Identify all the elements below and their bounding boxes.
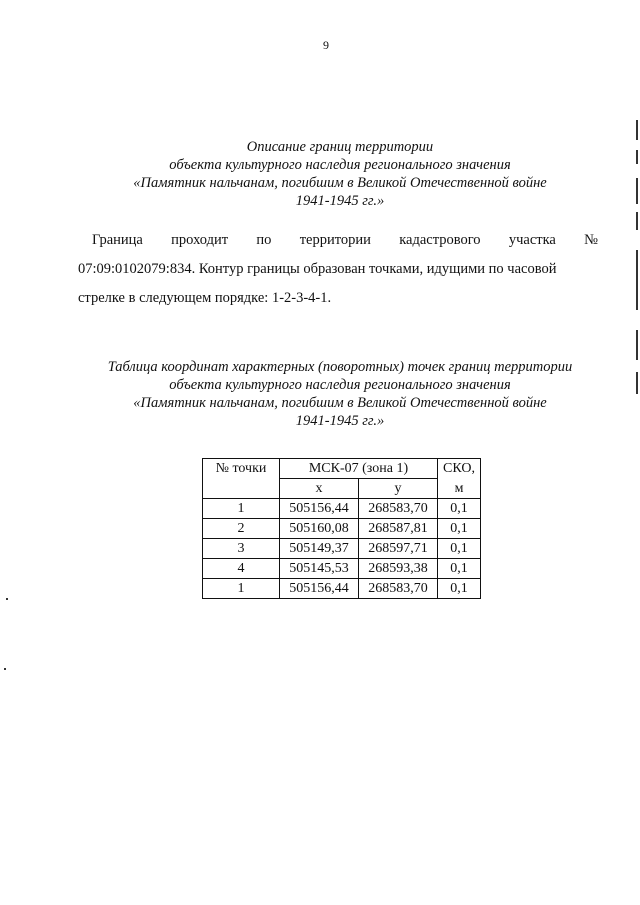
cell-x: 505156,44: [280, 579, 359, 599]
scan-edge-mark: [636, 250, 638, 310]
table-heading-line: «Памятник нальчанам, погибшим в Великой Отечественной войне: [133, 395, 547, 411]
table-row: [203, 519, 481, 539]
cell-y: 268597,71: [359, 539, 438, 559]
paragraph-line-justified: [92, 226, 598, 255]
cell-x: 505149,37: [280, 539, 359, 559]
cell-point: 1: [203, 499, 280, 519]
cell-point: 2: [203, 519, 280, 539]
scan-edge-mark: [636, 150, 638, 164]
cell-sko: 0,1: [438, 519, 481, 539]
table-heading-line: 1941-1945 гг.»: [295, 413, 385, 429]
scan-edge-mark: [636, 330, 638, 360]
header-x: x: [280, 479, 359, 499]
header-sko: СКО,: [438, 459, 481, 479]
cell-x: 505145,53: [280, 559, 359, 579]
cell-y: 268593,38: [359, 559, 438, 579]
cell-y: 268587,81: [359, 519, 438, 539]
cell-y: 268583,70: [359, 499, 438, 519]
coordinates-table: [202, 458, 481, 599]
description-heading: [60, 138, 620, 210]
cell-sko: 0,1: [438, 539, 481, 559]
cell-sko: 0,1: [438, 559, 481, 579]
boundary-description-paragraph: [78, 226, 598, 313]
scan-edge-mark: [636, 212, 638, 230]
table-row: [203, 539, 481, 559]
paragraph-word: проходит: [171, 232, 229, 248]
description-heading-line: объекта культурного наследия регионального значения: [169, 157, 511, 173]
paragraph-word: участка: [508, 232, 556, 248]
table-heading-line: Таблица координат характерных (поворотных) точек границ территории: [107, 359, 573, 375]
table-row: [203, 559, 481, 579]
table-row: [203, 579, 481, 599]
header-sko-unit: м: [438, 479, 481, 499]
cell-x: 505160,08: [280, 519, 359, 539]
scan-edge-mark: [636, 120, 638, 140]
paragraph-line: стрелке в следующем порядке: 1-2-3-4-1.: [78, 290, 332, 306]
scan-edge-mark: [636, 178, 638, 204]
cell-x: 505156,44: [280, 499, 359, 519]
paragraph-word: кадастрового: [399, 232, 481, 248]
cell-sko: 0,1: [438, 579, 481, 599]
scan-edge-mark: [636, 372, 638, 394]
scan-edge-mark: [6, 598, 8, 600]
table-heading-line: объекта культурного наследия регионального значения: [169, 377, 511, 393]
cell-point: 4: [203, 559, 280, 579]
paragraph-line: 07:09:0102079:834. Контур границы образован точками, идущими по часовой: [78, 261, 557, 277]
table-header-row: [203, 459, 481, 479]
table-heading: [60, 358, 620, 430]
description-heading-line: «Памятник нальчанам, погибшим в Великой Отечественной войне: [133, 175, 547, 191]
cell-point: 1: [203, 579, 280, 599]
paragraph-word: №: [584, 232, 598, 248]
paragraph-word: территории: [299, 232, 371, 248]
cell-sko: 0,1: [438, 499, 481, 519]
page-number: 9: [323, 38, 329, 52]
header-y: у: [359, 479, 438, 499]
paragraph-word: по: [256, 232, 272, 248]
table-row: [203, 499, 481, 519]
cell-point: 3: [203, 539, 280, 559]
cell-y: 268583,70: [359, 579, 438, 599]
scan-edge-mark: [4, 668, 6, 670]
description-heading-line: 1941-1945 гг.»: [295, 193, 385, 209]
header-coordinate-system: МСК-07 (зона 1): [280, 459, 438, 479]
description-heading-line: Описание границ территории: [246, 139, 434, 155]
header-point-no: № точки: [203, 459, 280, 499]
paragraph-word: Граница: [92, 232, 143, 248]
